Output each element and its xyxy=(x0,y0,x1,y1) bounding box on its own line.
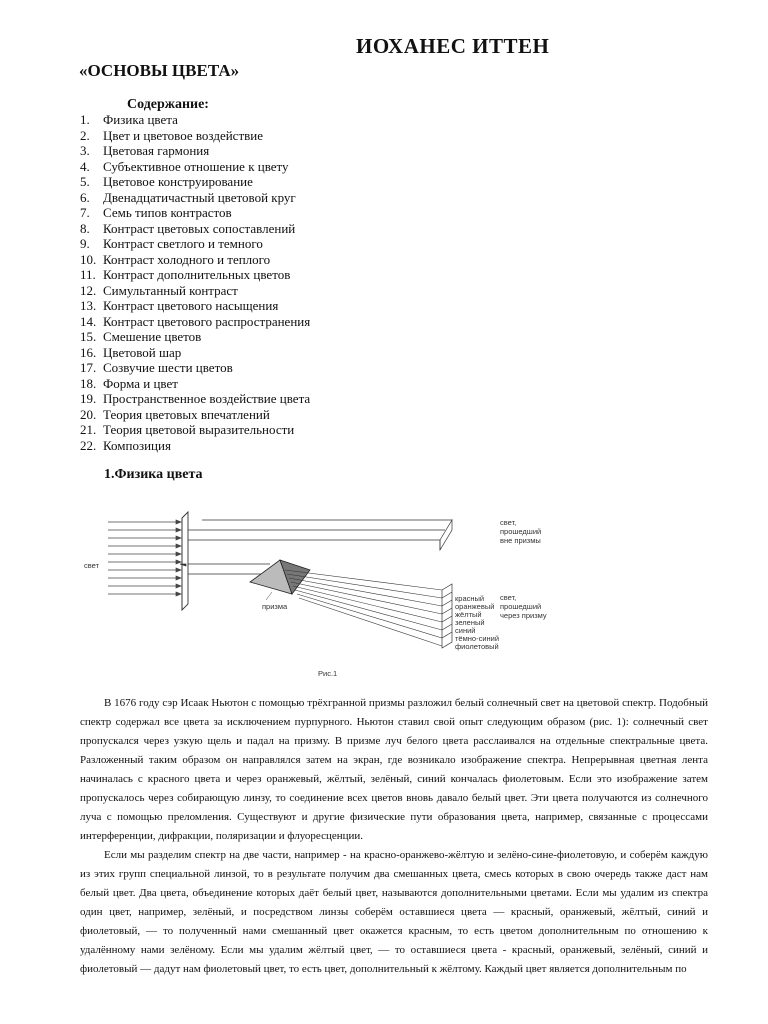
toc-item xyxy=(80,360,310,376)
toc-item xyxy=(80,345,310,361)
toc-item xyxy=(80,267,310,283)
toc-item xyxy=(80,391,310,407)
spectrum-rays xyxy=(285,570,442,646)
toc-item xyxy=(80,376,310,392)
toc-item-number: 10. xyxy=(80,251,97,267)
toc-item xyxy=(80,329,310,345)
label-outside-1: свет, xyxy=(500,518,517,527)
label-prism: призма xyxy=(262,602,288,611)
toc-item-label: Контраст холодного и теплого xyxy=(103,251,271,267)
toc-item-number: 18. xyxy=(80,375,97,391)
toc-item-number: 12. xyxy=(80,282,97,298)
label-through-2: прошедший xyxy=(500,602,542,611)
toc-item-label: Теория цветовой выразительности xyxy=(103,422,295,437)
label-through-1: свет, xyxy=(500,593,517,602)
body-text xyxy=(80,694,708,979)
toc-item xyxy=(80,190,310,206)
toc-item-label: Субъективное отношение к цвету xyxy=(103,158,289,174)
toc-item xyxy=(80,422,310,438)
spectrum-label-dark-blue: тёмно-синий xyxy=(455,634,500,643)
toc-item-number: 9. xyxy=(80,236,90,251)
toc-item-label: Смешение цветов xyxy=(103,329,202,344)
toc-item-number: 8. xyxy=(80,220,90,236)
toc-item-label: Композиция xyxy=(103,437,171,453)
spectrum-label-blue: синий xyxy=(455,626,476,635)
toc-item-label: Контраст цветового насыщения xyxy=(103,298,279,313)
toc-item-number: 20. xyxy=(80,406,97,422)
toc-item-label: Контраст светлого и темного xyxy=(103,236,263,251)
section-title: 1.Физика цвета xyxy=(104,467,203,482)
upper-beam xyxy=(188,520,452,550)
toc-item-label: Контраст цветового распространения xyxy=(103,313,311,329)
toc-item-number: 7. xyxy=(80,205,90,220)
toc-item xyxy=(80,112,310,128)
label-outside-2: прошедший xyxy=(500,527,542,536)
toc-item-number: 21. xyxy=(80,422,97,437)
toc-item-number: 13. xyxy=(80,298,97,313)
prism xyxy=(250,560,310,594)
toc-item-label: Цвет и цветовое воздействие xyxy=(103,127,263,143)
toc-item-label: Контраст дополнительных цветов xyxy=(103,267,291,282)
toc-item-number: 6. xyxy=(80,189,90,205)
toc-item-number: 16. xyxy=(80,344,97,360)
toc-item-label: Двенадцатичастный цветовой круг xyxy=(103,189,296,205)
toc-item-number: 2. xyxy=(80,127,90,143)
spectrum-label-violet: фиолетовый xyxy=(455,642,499,651)
book-title: «ОСНОВЫ ЦВЕТА» xyxy=(79,61,240,80)
toc-item-label: Цветовое конструирование xyxy=(103,174,253,189)
toc-item-number: 3. xyxy=(80,143,90,158)
toc-item-number: 14. xyxy=(80,313,97,329)
spectrum-label-yellow: жёлтый xyxy=(455,610,482,619)
toc-item-number: 15. xyxy=(80,329,97,344)
toc-item xyxy=(80,438,310,454)
toc-item xyxy=(80,221,310,237)
paragraph: Если мы разделим спектр на две части, например - на красно-оранжево-жёлтую и зелёно-сине-фиолетовую, и соберём каждую из этих групп специальной линзой, то в результате получим два смешанных цвета, смесь которых в свою очередь также даст нам белый цвет. Два цвета, объединение которых даёт белый цвет, называются дополнительными цветами. Если мы удалим из спектра один цвет, например, зелёный, и посредством линзы соберём оставшиеся цвета — красный, оранжевый, жёлтый, синий и фиолетовый, — то полученный нами смешанный цвет окажется красным, то есть цветом дополнительным по отношению к удалённому нами зелёному. Если мы удалим жёлтый цвет, — то оставшиеся цвета - красный, оранжевый, зелёный, синий и фиолетовый — дадут нам фиолетовый цвет, то есть цвет, дополнительный к жёлтому. Каждый цвет является дополнительным по xyxy=(80,849,708,975)
toc-item-label: Физика цвета xyxy=(103,112,178,127)
author-name: ИОХАНЕС ИТТЕН xyxy=(356,34,550,58)
paragraph: В 1676 году сэр Исаак Ньютон с помощью трёхгранной призмы разложил белый солнечный свет на цветовой спектр. Подобный спектр содержал все цвета за исключением пурпурного. Ньютон ставил свой опыт следующим образом (рис. 1): солнечный свет пропускался через узкую щель и падал на призму. В призме луч белого цвета расслаивался на отдельные спектральные цвета. Разложенный таким образом он направлялся затем на экран, где возникало изображение спектра. Непрерывная цветная лента начиналась с красного цвета и через оранжевый, жёлтый, зелёный, синий кончалась фиолетовым. Если это изображение затем пропускалось через собирающую линзу, то соединение всех цветов вновь давало белый цвет. Эти цвета получаются из солнечного луча с помощью преломления. Существуют и другие физические пути образования цвета, например, связанные с процессами интерференции, дифракции, поляризации и флуоресценции. xyxy=(80,697,708,842)
lower-beam xyxy=(180,564,270,574)
toc-item-label: Пространственное воздействие цвета xyxy=(103,391,311,406)
toc-item xyxy=(80,407,310,423)
toc-item xyxy=(80,252,310,268)
spectrum-label-red: красный xyxy=(455,594,485,603)
spectrum-label-green: зеленый xyxy=(455,618,485,627)
label-through-3: через призму xyxy=(500,611,547,620)
toc-item-label: Теория цветовых впечатлений xyxy=(103,406,270,422)
toc-item xyxy=(80,283,310,299)
toc-heading: Содержание: xyxy=(127,97,209,112)
toc-item xyxy=(80,298,310,314)
spectrum-label-orange: оранжевый xyxy=(455,602,495,611)
toc-item-number: 11. xyxy=(80,267,96,282)
toc-item xyxy=(80,128,310,144)
table-of-contents xyxy=(80,112,310,453)
toc-item xyxy=(80,314,310,330)
incoming-light-arrows xyxy=(108,520,181,596)
spectrum-screen xyxy=(442,584,452,648)
toc-item-label: Цветовой шар xyxy=(103,344,182,360)
label-outside-3: вне призмы xyxy=(500,536,541,545)
toc-item-label: Семь типов контрастов xyxy=(103,205,232,220)
toc-item xyxy=(80,205,310,221)
toc-item-label: Симультанный контраст xyxy=(103,282,238,298)
toc-item-number: 17. xyxy=(80,360,97,375)
toc-item-label: Контраст цветовых сопоставлений xyxy=(103,220,296,236)
toc-item-label: Форма и цвет xyxy=(103,375,178,391)
toc-item-label: Цветовая гармония xyxy=(103,143,210,158)
figure-caption: Рис.1 xyxy=(318,669,338,678)
toc-item xyxy=(80,174,310,190)
toc-item-number: 19. xyxy=(80,391,97,406)
toc-item-number: 5. xyxy=(80,174,90,189)
toc-item-number: 22. xyxy=(80,437,97,453)
label-light: свет xyxy=(84,561,100,570)
toc-item xyxy=(80,159,310,175)
toc-item-number: 1. xyxy=(80,112,90,127)
prism-diagram xyxy=(80,508,560,683)
toc-item-label: Созвучие шести цветов xyxy=(103,360,233,375)
toc-item xyxy=(80,143,310,159)
toc-item xyxy=(80,236,310,252)
slit-screen xyxy=(182,512,188,610)
toc-item-number: 4. xyxy=(80,158,90,174)
